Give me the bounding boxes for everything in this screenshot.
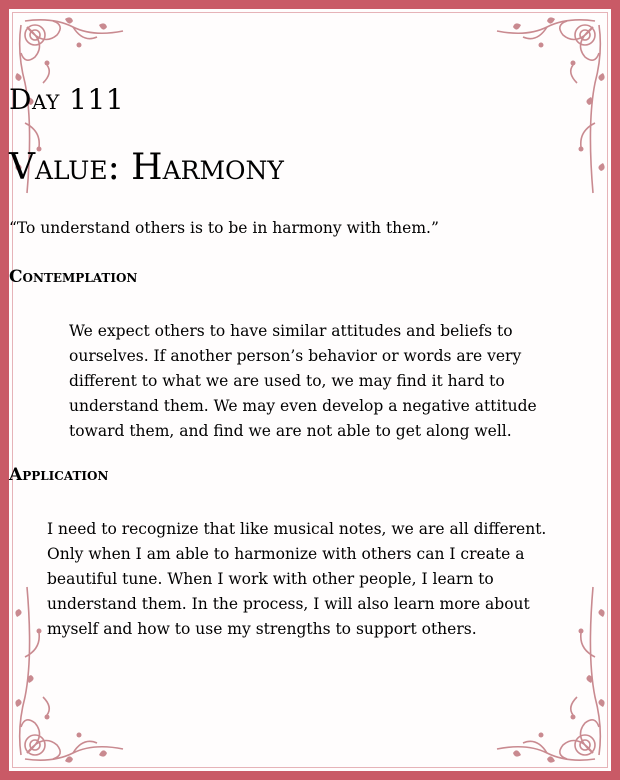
value-title: Value: Harmony (9, 147, 284, 188)
day-title: Day 111 (9, 83, 125, 116)
contemplation-heading: Contemplation (9, 267, 138, 287)
quote: “To understand others is to be in harmony with them.” (9, 219, 439, 237)
contemplation-body: We expect others to have similar attitudes and beliefs to ourselves. If another person’s behavior or words are very different to what we are used to, we may find it hard to understand them. We may even develop a negative attitude toward them, and find we are not able to get along well. (69, 322, 537, 440)
application-heading: Application (9, 465, 109, 485)
application-body: I need to recognize that like musical notes, we are all different. Only when I am able to harmonize with others can I create a beautiful tune. When I work with other people, I learn to understand them. In the process, I will also learn more about myself and how to use my strengths to support others. (47, 520, 547, 638)
